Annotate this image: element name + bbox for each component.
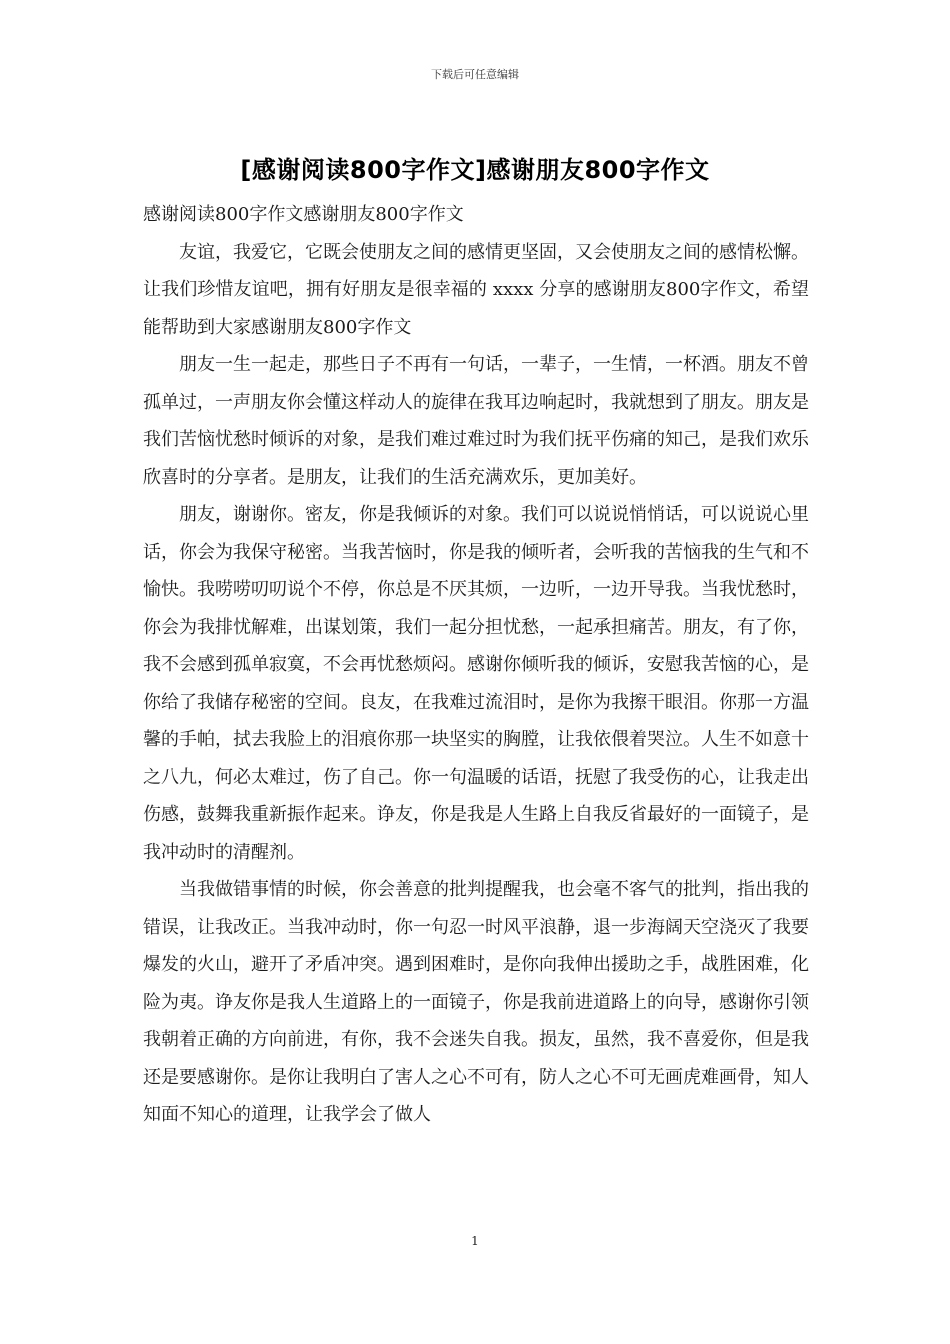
- document-title: [感谢阅读800字作文]感谢朋友800字作文: [240, 156, 710, 184]
- paragraph-3: 朋友，谢谢你。密友，你是我倾诉的对象。我们可以说说悄悄话，可以说说心里话，你会为我保守秘密。当我苦恼时，你是我的倾听者，会听我的苦恼我的生气和不愉快。我唠唠叨叨说个不停，你总是不厌其烦，一边听，一边开导我。当我忧愁时，你会为我排忧解难，出谋划策，我们一起分担忧愁，一起承担痛苦。朋友，有了你，我不会感到孤单寂寞，不会再忧愁烦闷。感谢你倾听我的倾诉，安慰我苦恼的心，是你给了我储存秘密的空间。良友，在我难过流泪时，是你为我擦干眼泪。你那一方温馨的手帕，拭去我脸上的泪痕你那一块坚实的胸膛，让我依偎着哭泣。人生不如意十之八九，何必太难过，伤了自己。你一句温暖的话语，抚慰了我受伤的心，让我走出伤感，鼓舞我重新振作起来。诤友，你是我是人生路上自我反省最好的一面镜子，是我冲动时的清醒剂。: [143, 504, 809, 863]
- paragraph-2: 朋友一生一起走，那些日子不再有一句话，一辈子，一生情，一杯酒。朋友不曾孤单过，一声朋友你会懂这样动人的旋律在我耳边响起时，我就想到了朋友。朋友是我们苦恼忧愁时倾诉的对象，是我们难过难过时为我们抚平伤痛的知己，是我们欢乐欣喜时的分享者。是朋友，让我们的生活充满欢乐，更加美好。: [143, 354, 809, 488]
- document-body: [143, 196, 809, 1134]
- paragraph-4: 当我做错事情的时候，你会善意的批判提醒我，也会毫不客气的批判，指出我的错误，让我改正。当我冲动时，你一句忍一时风平浪静，退一步海阔天空浇灭了我要爆发的火山，避开了矛盾冲突。遇到困难时，是你向我伸出援助之手，战胜困难，化险为夷。诤友你是我人生道路上的一面镜子，你是我前进道路上的向导，感谢你引领我朝着正确的方向前进，有你，我不会迷失自我。损友，虽然，我不喜爱你，但是我还是要感谢你。是你让我明白了害人之心不可有，防人之心不可无画虎难画骨，知人知面不知心的道理，让我学会了做人: [143, 879, 809, 1125]
- page-number: 1: [471, 1234, 479, 1248]
- page-header-note: 下载后可任意编辑: [431, 68, 519, 81]
- paragraph-1: 友谊，我爱它，它既会使朋友之间的感情更坚固，又会使朋友之间的感情松懈。让我们珍惜友谊吧，拥有好朋友是很幸福的 xxxx 分享的感谢朋友800字作文，希望能帮助到大家感谢朋友800字作文: [143, 241, 809, 338]
- document-subtitle: 感谢阅读800字作文感谢朋友800字作文: [143, 204, 464, 225]
